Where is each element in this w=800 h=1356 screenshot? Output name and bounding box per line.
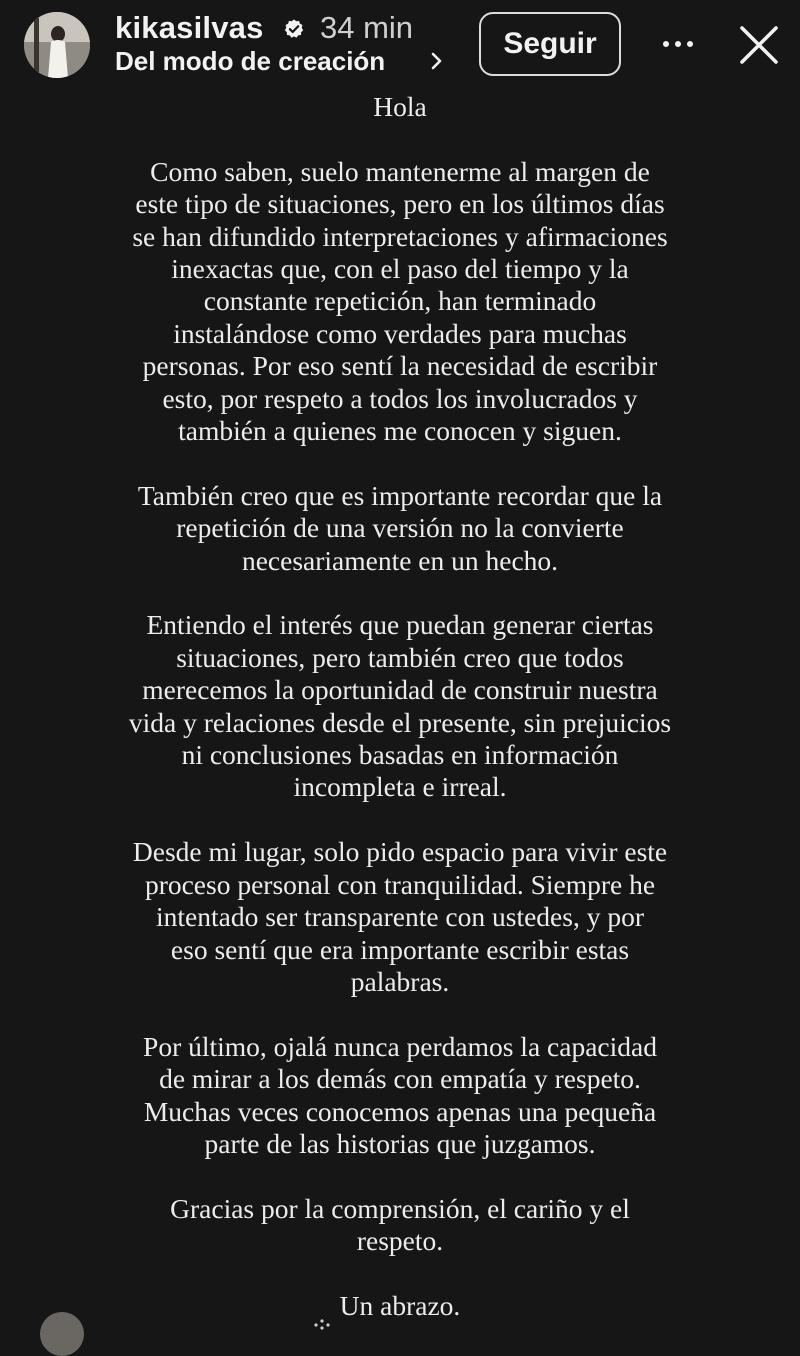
story-line: situaciones, pero también creo que todos — [176, 641, 624, 673]
story-line: Por último, ojalá nunca perdamos la capacidad — [143, 1030, 657, 1062]
story-line: intentado ser transparente con ustedes, y por — [156, 901, 644, 933]
story-paragraph — [40, 1031, 760, 1161]
story-line: Desde mi lugar, solo pido espacio para vivir este — [132, 836, 668, 868]
story-line: Entiendo el interés que puedan generar ciertas — [146, 609, 654, 641]
story-header — [0, 0, 800, 90]
story-line: merecemos la oportunidad de construir nuestra — [142, 674, 658, 706]
viewer-avatar — [40, 1312, 84, 1356]
story-line: inexactas que, con el paso del tiempo y la — [171, 253, 629, 285]
story-line: este tipo de situaciones, pero en los últimos días — [135, 188, 665, 220]
story-line: Hola — [373, 91, 427, 122]
story-line: de mirar a los demás con empatía y respeto. — [159, 1063, 641, 1095]
story-line: eso sentí que era importante escribir estas — [170, 933, 630, 965]
story-line: ni conclusiones basadas en información — [181, 739, 619, 771]
story-line: Muchas veces conocemos apenas una pequeña — [143, 1095, 657, 1127]
story-paragraph — [40, 156, 760, 448]
avatar-photo — [24, 12, 90, 78]
story-line: También creo que es importante recordar que la — [137, 479, 663, 511]
story-line: personas. Por eso sentí la necesidad de escribir — [142, 350, 658, 382]
chevron-right-icon — [430, 49, 444, 73]
story-text — [40, 91, 760, 1322]
story-line: parte de las historias que juzgamos. — [204, 1127, 596, 1159]
story-paragraph — [40, 91, 760, 123]
story-paragraph — [40, 1290, 760, 1322]
story-line: vida y relaciones desde el presente, sin prejuicios — [128, 706, 672, 738]
more-options-icon[interactable] — [660, 34, 696, 54]
close-icon[interactable] — [738, 24, 780, 66]
story-paragraph — [40, 609, 760, 803]
story-line: respeto. — [356, 1225, 444, 1257]
story-line: también a quienes me conocen y siguen. — [178, 415, 622, 447]
story-line: palabras. — [350, 965, 450, 997]
story-paragraph — [40, 836, 760, 998]
verified-badge-icon — [283, 18, 305, 40]
story-line: incompleta e irreal. — [293, 771, 507, 803]
story-line: Un abrazo. — [339, 1289, 461, 1321]
story-line: instalándose como verdades para muchas — [173, 317, 627, 349]
story-line: se han difundido interpretaciones y afirmaciones — [132, 220, 668, 252]
story-line: Gracias por la comprensión, el cariño y el — [170, 1192, 630, 1224]
story-line: necesariamente en un hecho. — [241, 544, 559, 576]
story-paragraph — [40, 1193, 760, 1258]
profile-avatar[interactable] — [24, 12, 90, 78]
story-line: Como saben, suelo mantenerme al margen de — [150, 155, 650, 187]
creation-mode-link[interactable]: Del modo de creación — [115, 46, 386, 76]
username[interactable]: kikasilvas — [115, 10, 264, 45]
story-paragraph — [40, 480, 760, 577]
story-line: constante repetición, han terminado — [203, 285, 597, 317]
story-line: repetición de una versión no la convierte — [176, 512, 624, 544]
story-line: proceso personal con tranquilidad. Siempre he — [144, 868, 656, 900]
story-line: esto, por respeto a todos los involucrados y — [162, 382, 638, 414]
post-time: 34 min — [320, 10, 414, 45]
sparkle-icon — [310, 1313, 338, 1333]
follow-button[interactable]: Seguir — [479, 12, 621, 76]
